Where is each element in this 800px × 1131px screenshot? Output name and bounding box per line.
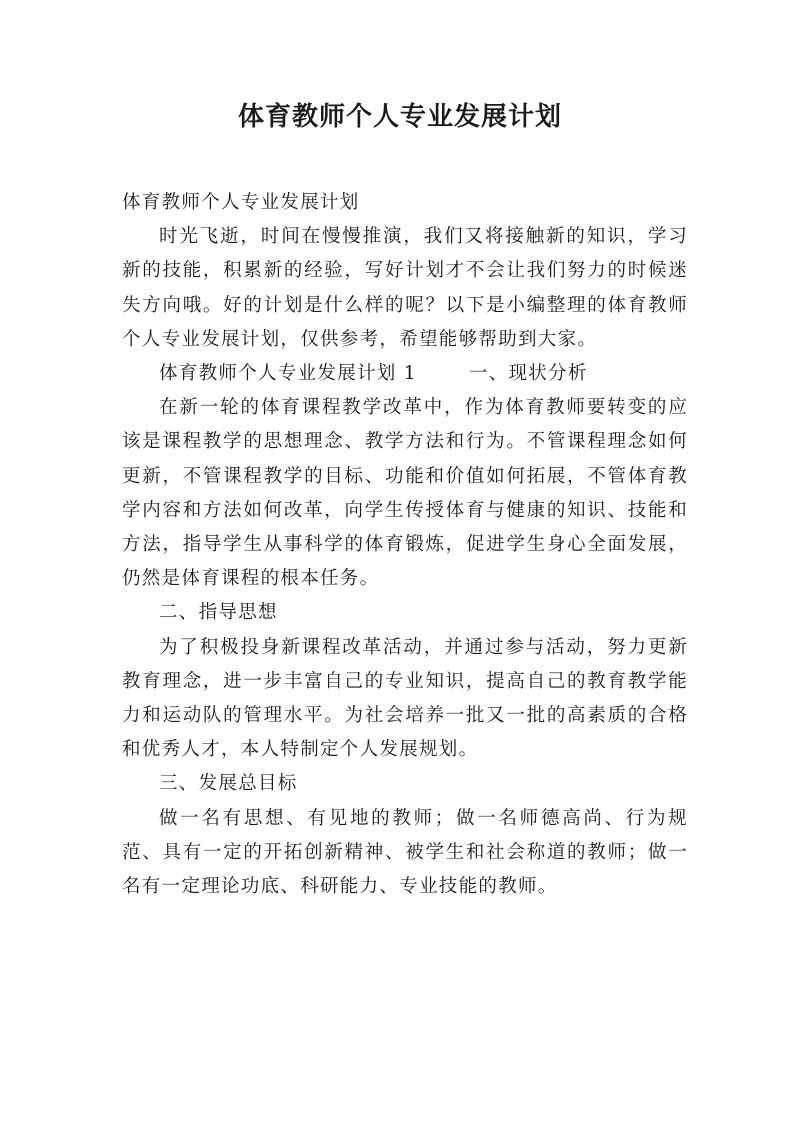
section-heading-1-title: 体育教师个人专业发展计划 1 bbox=[159, 363, 417, 385]
paragraph-overall-goal: 做一名有思想、有见地的教师；做一名师德高尚、行为规范、具有一定的开拓创新精神、被学生和社会称道的教师；做一名有一定理论功底、科研能力、专业技能的教师。 bbox=[122, 807, 688, 898]
document-title: 体育教师个人专业发展计划 bbox=[237, 102, 562, 132]
paragraph-subtitle: 体育教师个人专业发展计划 bbox=[122, 192, 360, 213]
paragraph-status-analysis: 在新一轮的体育课程教学改革中，作为体育教师要转变的应该是课程教学的思想理念、教学方法和行为。不管课程理念如何更新，不管课程教学的目标、功能和价值如何拓展，不管体育教学内容和方法如何改革，向学生传授体育与健康的知识、技能和方法，指导学生从事科学的体育锻炼，促进学生身心全面发展，仍然是体育课程的根本任务。 bbox=[122, 397, 688, 590]
paragraph-intro: 时光飞逝，时间在慢慢推演，我们又将接触新的知识，学习新的技能，积累新的经验，写好计划才不会让我们努力的时候迷失方向哦。好的计划是什么样的呢？以下是小编整理的体育教师个人专业发展计划，仅供参考，希望能够帮助到大家。 bbox=[122, 226, 688, 350]
section-heading-3: 三、发展总目标 bbox=[159, 773, 298, 795]
document-body bbox=[122, 186, 688, 904]
section-heading-1 bbox=[122, 357, 688, 391]
section-heading-2: 二、指导思想 bbox=[159, 602, 278, 624]
section-heading-1-sub: 一、现状分析 bbox=[468, 363, 588, 385]
paragraph-guiding-thought: 为了积极投身新课程改革活动，并通过参与活动，努力更新教育理念，进一步丰富自己的专业知识，提高自己的教育教学能力和运动队的管理水平。为社会培养一批又一批的高素质的合格和优秀人才，本人特制定个人发展规划。 bbox=[122, 636, 688, 761]
